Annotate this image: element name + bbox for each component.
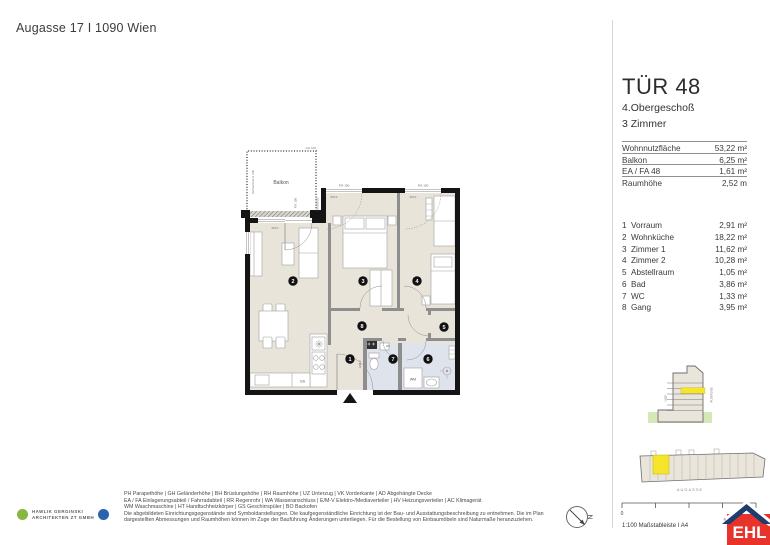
room-name: Vorraum: [631, 221, 662, 230]
room-list-item: [622, 255, 747, 267]
room-area: 3,95 m²: [719, 303, 747, 313]
room-number: 2: [622, 232, 627, 242]
architect-name: HAWLIK GERGINSKI: [32, 509, 84, 515]
room-name: Gang: [631, 303, 652, 313]
washing-machine-label: WM: [409, 377, 417, 382]
room-area: 1,33 m²: [719, 291, 747, 301]
summary-value: 1,61 m²: [719, 167, 747, 177]
fixed-glazing-label: FIX 100: [417, 183, 429, 188]
heating-distributor-label: HV: [386, 344, 390, 348]
architect-suffix: ARCHITEKTEN ZT GMBH: [32, 514, 95, 520]
scale-caption: 1:100 Maßstableiste I A4: [622, 523, 689, 529]
room-number: 1: [622, 221, 627, 230]
hof-label: HOF: [664, 394, 668, 402]
summary-value: 2,52 m: [721, 179, 747, 189]
legend-line: dargestellten Abmessungen und Raumhöhen können im Zuge der Bauführung Änderungen unterliegen. Für die Bestellung von Einbaumöbeln sind Naturmaße heranzuziehen.: [124, 517, 534, 523]
railing-height-label: GH 100: [305, 146, 316, 150]
fixed-glazing-label: FIX 100: [338, 183, 350, 188]
room-list: [622, 220, 747, 314]
highlighted-unit: [653, 455, 669, 474]
abbreviation-legend: [124, 491, 564, 524]
ceiling-beam-label: RH250/UZ: [315, 197, 320, 211]
unit-title: TÜR 48: [622, 74, 701, 99]
room-number: 3: [622, 244, 627, 254]
north-arrow: [562, 502, 596, 536]
room-area: 10,28 m²: [714, 256, 747, 266]
summary-label: Balkon: [622, 155, 648, 165]
room-number: 7: [622, 291, 627, 301]
room-list-item: [622, 302, 747, 314]
highlighted-floor: [681, 388, 705, 394]
ehl-logo: [720, 496, 770, 545]
room-marker: 2: [291, 279, 295, 285]
page-title: Augasse 17 I 1090 Wien: [16, 21, 157, 35]
room-number: 5: [622, 268, 627, 277]
room-number: 4: [622, 256, 627, 266]
north-label: N: [586, 514, 593, 520]
room-name: Zimmer 2: [631, 256, 666, 266]
fixed-glazing-label: FIX 100: [293, 197, 298, 209]
augasse-street-label: AUGASSE: [676, 487, 704, 492]
room-name: Zimmer 1: [631, 244, 666, 254]
room-name: Abstellraum: [631, 268, 675, 277]
parapet-label: PH 0: [330, 195, 338, 199]
legend-line: EA / FA Einlagerungsabteil / Fahrradabteil | RR Regenrohr | WA Wasseranschluss | E/M-V Elektro-/Mediaverteiler | HV Heizungsverteiler | AC Klimagerät: [124, 497, 482, 504]
summary-label: Raumhöhe: [622, 179, 663, 189]
room-marker: 3: [361, 279, 365, 285]
summary-row: [622, 164, 747, 176]
parapet-label: PH 0: [271, 226, 279, 230]
summary-row: [622, 176, 747, 188]
balcony: [241, 146, 322, 218]
summary-label: EA / FA 48: [622, 167, 661, 177]
room-area: 3,86 m²: [719, 279, 747, 289]
room-marker: 1: [348, 357, 352, 363]
room-list-item: [622, 267, 747, 279]
summary-value: 6,25 m²: [719, 155, 747, 165]
balcony-label: Balkon: [273, 180, 289, 186]
room-area: 18,22 m²: [714, 232, 747, 242]
room-list-item: [622, 244, 747, 256]
room-list-item: [622, 232, 747, 244]
building-section-diagram: [645, 358, 725, 428]
summary-value: 53,22 m²: [714, 144, 747, 153]
legend-line: WM Waschmaschine | HT Handtuchheizkörper | GS Geschirrspüler | BO Backofen: [124, 504, 318, 510]
unit-floor: 4.Obergeschoß: [622, 102, 695, 114]
legend-line: PH Parapethöhe | GH Geländerhöhe | BH Brüstungshöhe | RH Raumhöhe | UZ Unterzug | VK Vorderkante | AD Abgehängte Decke: [124, 491, 432, 497]
augasse-label: AUGASSE: [709, 387, 714, 403]
entrance-arrow-icon: [343, 393, 357, 403]
scale-start-label: 0: [620, 511, 624, 517]
room-marker: 8: [360, 324, 364, 330]
unit-room-count: 3 Zimmer: [622, 118, 667, 130]
dishwasher-label: GS: [300, 379, 306, 384]
room-area: 1,05 m²: [719, 268, 747, 277]
room-area: 11,62 m²: [715, 244, 747, 254]
registered-mark: ®: [723, 518, 727, 522]
room-marker: 7: [391, 357, 395, 363]
legend-line: Die abgebildeten Einrichtungsgegenstände sind Symboldarstellungen. Die kaufgegenständliche Einrichtung ist der Bau- und Ausstattungsbeschreibung zu entnehmen. Die im Plan: [124, 510, 544, 517]
room-marker: 4: [415, 279, 419, 285]
summary-row: [622, 153, 747, 165]
room-list-item: [622, 220, 747, 232]
parapet-label: PH 0: [409, 195, 417, 199]
blue-badge-icon: [98, 509, 109, 520]
room-name: WC: [631, 291, 645, 301]
architect-logo: [17, 509, 109, 520]
vertical-divider: [612, 20, 613, 528]
area-summary-table: [622, 141, 747, 188]
room-number: 8: [622, 303, 627, 313]
room-area: 2,91 m²: [719, 221, 747, 230]
room-list-item: [622, 291, 747, 303]
media-distributor-label: E/M-V: [359, 360, 362, 368]
summary-label: Wohnnutzfläche: [622, 144, 681, 153]
room-marker: 6: [426, 357, 430, 363]
floor-plan: [230, 140, 470, 415]
ehl-wordmark: EHL: [732, 523, 767, 542]
room-name: Wohnküche: [631, 232, 675, 242]
room-name: Bad: [631, 279, 646, 289]
privacy-screen-label: Sichtschutz H 230: [251, 169, 255, 195]
site-plan-diagram: [638, 448, 770, 493]
green-badge-icon: [17, 509, 28, 520]
summary-row: [622, 141, 747, 153]
room-marker: 5: [442, 325, 446, 331]
room-list-item: [622, 279, 747, 291]
room-number: 6: [622, 279, 627, 289]
